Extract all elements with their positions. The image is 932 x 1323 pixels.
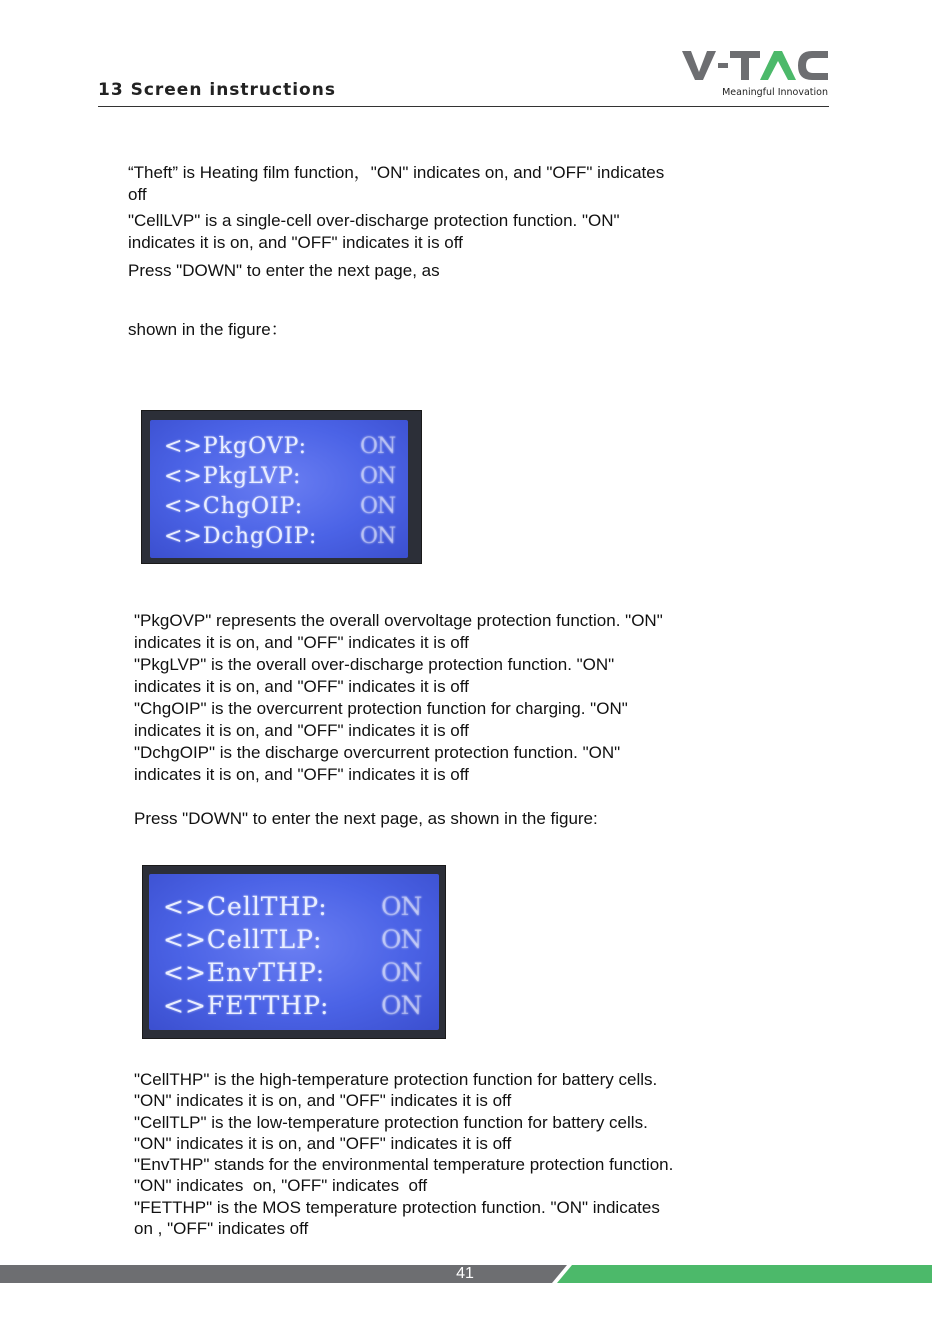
intro-paragraph-press-down: Press "DOWN" to enter the next page, as bbox=[128, 261, 440, 280]
lcd-row-label: <>DchgOIP: bbox=[164, 524, 318, 549]
lcd-row bbox=[149, 958, 439, 988]
lcd-row-value: ON bbox=[381, 958, 422, 987]
intro-paragraph-theft: “Theft” is Heating film function，"ON" indicates on, and "OFF" indicates off bbox=[128, 163, 665, 204]
lcd-row-value: ON bbox=[360, 464, 396, 489]
intro-paragraph-figure: shown in the figure： bbox=[128, 320, 288, 339]
temperature-description: "CellTHP" is the high-temperature protection function for battery cells. "ON" indicates it is on, and "OFF" indicates it is off "CellTLP" is the low-temperature protection function for battery cells. "ON" indicates it is on, and "OFF" indicates it is off "EnvTHP" stands for the environmental temperature protection function. "ON" indicates on, "OFF" indicates off "FETTHP" is the MOS temperature protection function. "ON" indicates on , "OFF" indicates off bbox=[134, 1070, 674, 1239]
lcd-display bbox=[150, 420, 408, 558]
lcd-row bbox=[149, 892, 439, 922]
lcd-row-value: ON bbox=[381, 925, 422, 954]
lcd-display bbox=[149, 874, 439, 1030]
lcd-row-label: <>ChgOIP: bbox=[164, 494, 304, 519]
lcd-row-value: ON bbox=[360, 434, 396, 459]
section-title: 13 Screen instructions bbox=[98, 80, 336, 100]
lcd-row-value: ON bbox=[381, 892, 422, 921]
lcd-row-label: <>CellTLP: bbox=[163, 925, 323, 954]
lcd-row-value: ON bbox=[360, 524, 396, 549]
press-down-instruction: Press "DOWN" to enter the next page, as shown in the figure: bbox=[134, 809, 598, 828]
lcd-row bbox=[150, 434, 408, 464]
lcd-row bbox=[150, 494, 408, 524]
lcd-screenshot-temperature bbox=[142, 865, 446, 1039]
lcd-row-label: <>PkgLVP: bbox=[164, 464, 302, 489]
lcd-row-label: <>FETTHP: bbox=[163, 991, 330, 1020]
v-tac-logo-mark bbox=[682, 48, 830, 82]
brand-logo bbox=[682, 48, 830, 100]
lcd-screenshot-protection bbox=[141, 410, 422, 564]
lcd-row-label: <>EnvTHP: bbox=[163, 958, 326, 987]
lcd-row-value: ON bbox=[381, 991, 422, 1020]
lcd-row-label: <>PkgOVP: bbox=[164, 434, 308, 459]
page-number: 41 bbox=[456, 1265, 474, 1282]
lcd-row bbox=[150, 524, 408, 554]
lcd-row-value: ON bbox=[360, 494, 396, 519]
lcd-row bbox=[150, 464, 408, 494]
protection-description: "PkgOVP" represents the overall overvoltage protection function. "ON" indicates it is on, and "OFF" indicates it is off "PkgLVP" is the overall over-discharge protection function. "ON" indicates it is on, and "OFF" indicates it is off "ChgOIP" is the overcurrent protection function for charging. "ON" indicates it is on, and "OFF" indicates it is off "DchgOIP" is the discharge overcurrent protection function. "ON" indicates it is on, and "OFF" indicates it is off bbox=[134, 611, 663, 784]
lcd-row bbox=[149, 991, 439, 1021]
lcd-row bbox=[149, 925, 439, 955]
logo-tagline: Meaningful Innovation bbox=[722, 87, 828, 98]
header-divider bbox=[98, 106, 829, 107]
lcd-row-label: <>CellTHP: bbox=[163, 892, 328, 921]
intro-paragraph-celllvp: "CellLVP" is a single-cell over-discharge protection function. "ON" indicates it is on, and "OFF" indicates it is off bbox=[128, 211, 620, 252]
